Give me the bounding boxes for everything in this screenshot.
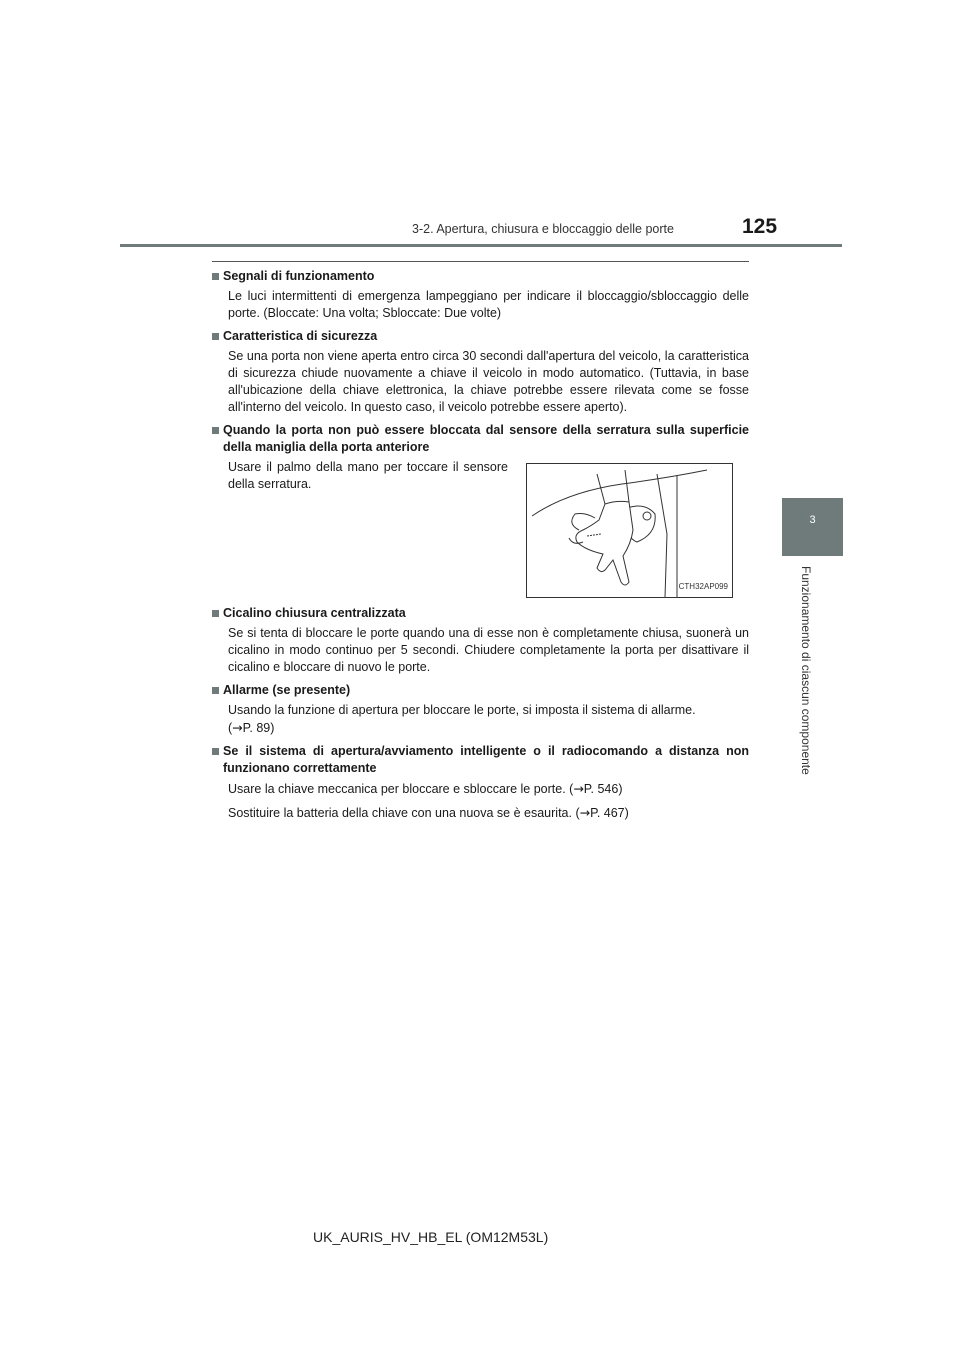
item-heading [212,422,749,456]
figure-row [212,459,749,599]
item-allarme [212,682,749,737]
header-rule [120,244,842,247]
item-segnali [212,268,749,322]
page-reference[interactable]: P. 89 [242,721,271,735]
section-rule [212,261,749,262]
paragraph: Le luci intermittenti di emergenza lampeggiano per indicare il bloccaggio/sbloccaggio delle porte. (Bloccate: Una volta; Sbloccate: Due volte) [228,289,749,320]
heading-text: Quando la porta non può essere bloccata dal sensore della serratura sulla superficie della maniglia della porta anteriore [223,423,749,454]
heading-text: Caratteristica di sicurezza [223,329,378,343]
heading-text: Cicalino chiusura centralizzata [223,606,406,620]
paragraph-text: Usare la chiave meccanica per bloccare e sbloccare le porte. [228,782,566,796]
model-code-footer: UK_AURIS_HV_HB_EL (OM12M53L) [313,1229,549,1245]
page-number: 125 [742,215,778,238]
chapter-tab [782,498,843,556]
square-bullet-icon [212,610,219,617]
item-heading [212,328,749,345]
paragraph: Usare la chiave meccanica per bloccare e sbloccare le porte. (→P. 546) [228,781,623,796]
page-reference[interactable]: P. 546 [583,782,619,796]
paragraph-text: Sostituire la batteria della chiave con una nuova se è esaurita. [228,806,572,820]
item-heading [212,743,749,777]
page-reference[interactable]: P. 467 [590,806,625,820]
paragraph: Usando la funzione di apertura per bloccare le porte, si imposta il sistema di allarme. (→P. 89) [228,703,696,735]
paragraph: Se una porta non viene aperta entro circa 30 secondi dall'apertura del veicolo, la caratteristica di sicurezza chiude nuovamente a chiave il veicolo in modo automatico. (Tuttavia, in base all'ubicazione della chiave elettronica, la chiave potrebbe essere rilevata come se fosse all'interno del veicolo. In questo caso, il veicolo potrebbe essere aperto). [228,349,749,414]
square-bullet-icon [212,333,219,340]
paragraph: Sostituire la batteria della chiave con una nuova se è esaurita. (→P. 467) [228,805,629,820]
paragraph-text: Usando la funzione di apertura per bloccare le porte, si imposta il sistema di allarme. [228,703,696,717]
figure-caption: Usare il palmo della mano per toccare il sensore della serratura. [228,460,508,491]
item-cicalino [212,605,749,676]
arrow-right-icon: → [232,720,243,735]
chapter-number: 3 [809,514,816,526]
item-sicurezza [212,328,749,416]
square-bullet-icon [212,427,219,434]
header-section-title: 3-2. Apertura, chiusura e bloccaggio delle porte [412,222,674,236]
item-malfunzionamento [212,743,749,822]
item-heading [212,682,749,699]
square-bullet-icon [212,748,219,755]
figure-code: CTH32AP099 [678,582,728,591]
heading-text: Allarme (se presente) [223,683,351,697]
paragraph: Se si tenta di bloccare le porte quando una di esse non è completamente chiusa, suonerà un cicalino in modo continuo per 5 secondi. Chiudere completamente la porta per disattivare il cicalino e bloccare di nuovo le porte. [228,626,749,674]
chapter-label: Funzionamento di ciascun componente [799,566,813,775]
heading-text: Se il sistema di apertura/avviamento intelligente o il radiocomando a distanza non funzionano correttamente [223,744,749,775]
arrow-right-icon: → [573,781,584,796]
arrow-right-icon: → [579,805,591,820]
item-sensore [212,422,749,599]
item-heading [212,605,749,622]
square-bullet-icon [212,687,219,694]
hand-on-door-handle-figure [526,463,733,598]
heading-text: Segnali di funzionamento [223,269,375,283]
item-heading [212,268,749,285]
page-content [212,268,749,828]
square-bullet-icon [212,273,219,280]
